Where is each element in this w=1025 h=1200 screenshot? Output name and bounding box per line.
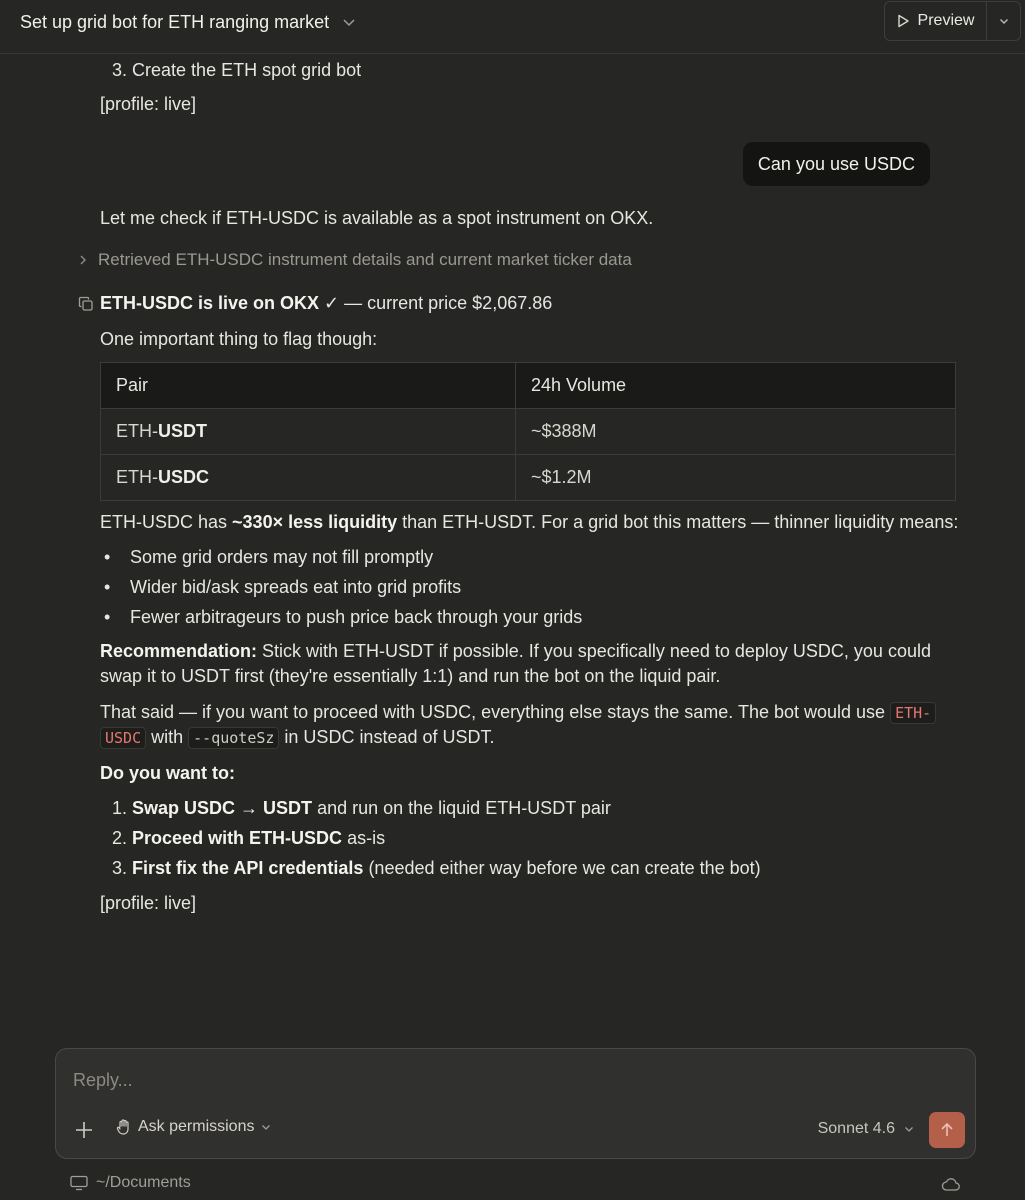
preview-button-group [884, 1, 1021, 41]
tool-call-label: Retrieved ETH-USDC instrument details and current market ticker data [98, 250, 632, 269]
table-cell-pair: ETH-USDT [101, 409, 516, 455]
chevron-down-icon [260, 1121, 272, 1133]
usdc-note-line-1: That said — if you want to proceed with USDC, everything else stays the same. The bot would use ETH- [100, 699, 936, 726]
usdc-note-line-2: USDC with --quoteSz in USDC instead of USDT. [100, 724, 495, 751]
recommendation-line-1: Recommendation: Stick with ETH-USDT if possible. If you specifically need to deploy USDC, you could [100, 641, 931, 661]
inline-code: --quoteSz [188, 727, 279, 749]
header-bar [0, 0, 1025, 54]
reply-input[interactable] [73, 1065, 953, 1095]
ask-permissions-button[interactable] [116, 1118, 272, 1136]
user-message-bubble [743, 142, 930, 186]
list-item: • Fewer arbitrageurs to push price back through your grids [104, 607, 583, 627]
tool-call-summary[interactable] [76, 250, 632, 270]
chevron-down-icon [341, 14, 357, 30]
table-cell-volume: ~$388M [516, 409, 956, 455]
reply-composer [55, 1048, 976, 1159]
volume-table [100, 362, 956, 501]
model-label: Sonnet 4.6 [817, 1120, 895, 1137]
table-header-pair: Pair [101, 363, 516, 409]
profile-tag: [profile: live] [100, 893, 197, 913]
list-item: 2. Proceed with ETH-USDC as-is [112, 828, 386, 848]
chevron-right-icon [76, 253, 90, 267]
list-item: 3. First fix the API credentials (needed either way before we can create the bot) [112, 858, 761, 878]
liquidity-line: ETH-USDC has ~330× less liquidity than ETH-USDT. For a grid bot this matters — thinner liquidity means: [100, 512, 959, 532]
copy-icon[interactable] [78, 296, 94, 312]
list-item: 1. Swap USDC → USDT and run on the liquid ETH-USDT pair [112, 798, 611, 818]
assistant-intro-text: Let me check if ETH-USDC is available as a spot instrument on OKX. [100, 208, 654, 228]
conversation-title: Set up grid bot for ETH ranging market [20, 11, 330, 32]
conversation-title-menu[interactable] [20, 10, 357, 34]
prev-step-item: 3. Create the ETH spot grid bot [112, 60, 362, 80]
permissions-label: Ask permissions [138, 1118, 255, 1135]
working-directory-button[interactable] [70, 1174, 191, 1192]
chevron-down-icon [998, 15, 1010, 27]
cloud-icon[interactable] [941, 1175, 961, 1193]
send-button[interactable] [929, 1112, 965, 1148]
table-header-row [101, 363, 956, 409]
play-icon [897, 14, 910, 28]
hand-icon [116, 1118, 132, 1136]
working-directory-path: ~/Documents [96, 1174, 191, 1191]
table-row [101, 455, 956, 501]
user-message-text: Can you use USDC [757, 153, 915, 174]
table-header-volume: 24h Volume [516, 363, 956, 409]
table-cell-volume: ~$1.2M [516, 455, 956, 501]
list-item: • Wider bid/ask spreads eat into grid profits [104, 577, 462, 597]
preview-button[interactable] [885, 2, 986, 40]
table-cell-pair: ETH-USDC [101, 455, 516, 501]
chevron-down-icon [903, 1123, 915, 1135]
inline-code: ETH- [890, 702, 936, 724]
monitor-icon [70, 1175, 88, 1191]
arrow-up-icon [940, 1122, 954, 1138]
inline-code: USDC [100, 727, 146, 749]
preview-dropdown-button[interactable] [986, 2, 1020, 40]
preview-label: Preview [917, 12, 975, 29]
table-row [101, 409, 956, 455]
question-line: Do you want to: [100, 763, 235, 783]
recommendation-line-2: swap it to USDT first (they're essentially 1:1) and run the bot on the liquid pair. [100, 666, 721, 686]
profile-tag: [profile: live] [100, 94, 197, 114]
flag-line: One important thing to flag though: [100, 329, 378, 349]
live-status-line: ETH-USDC is live on OKX ✓ — current price $2,067.86 [100, 293, 553, 313]
model-selector[interactable] [818, 1120, 915, 1138]
add-attachment-icon[interactable] [73, 1119, 95, 1141]
list-item: • Some grid orders may not fill promptly [104, 547, 434, 567]
